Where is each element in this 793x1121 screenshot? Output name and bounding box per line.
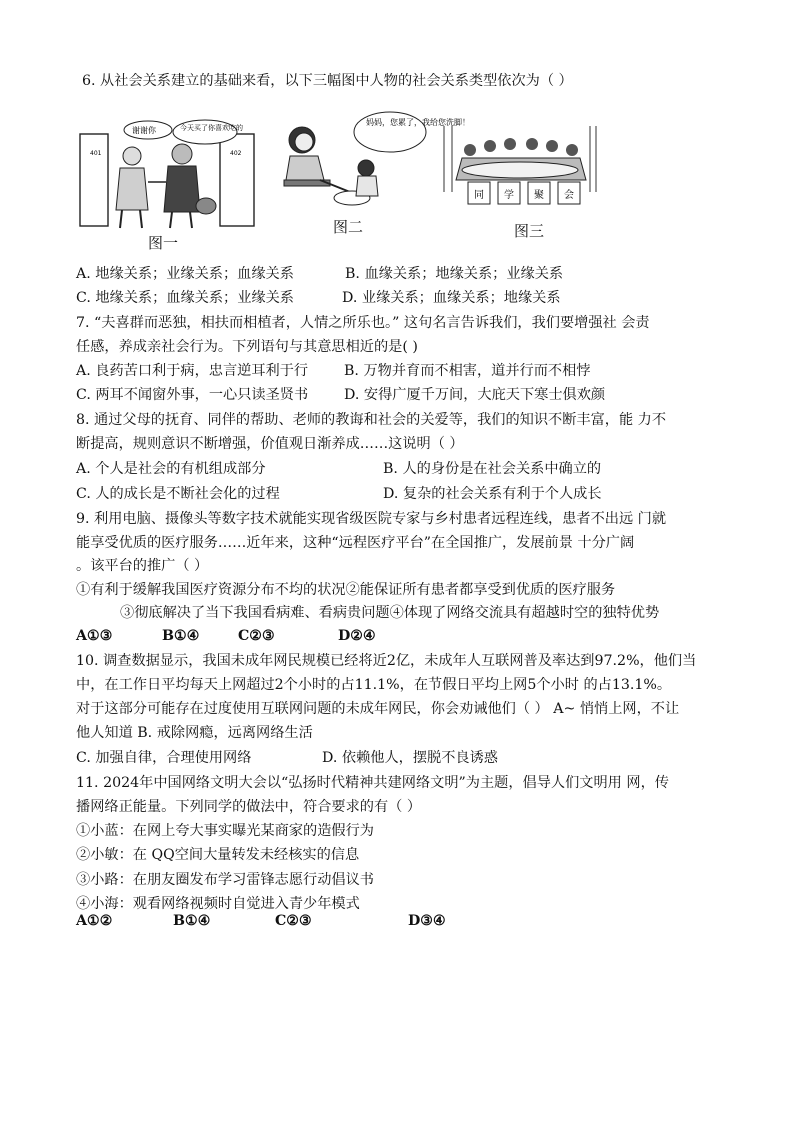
q6-option-a: A. 地缘关系；业缘关系；血缘关系 [76,266,294,282]
figure-1-illustration [70,120,260,232]
q10-stem-line-3: 对于这部分可能存在过度使用互联网问题的未成年网民，你会劝诫他们（ ） A~ 悄悄上网，不让 [76,701,680,717]
q8-option-c: C. 人的成长是不断社会化的过程 [76,486,280,502]
q9-option-c: C②③ [238,628,275,644]
figure-3-caption: 图三 [514,222,545,240]
q9-option-d: D②④ [338,628,376,644]
q6-option-c: C. 地缘关系；血缘关系；业缘关系 [76,290,294,306]
q9-stem-line-2: 能享受优质的医疗服务……近年来，这种“远程医疗平台”在全国推广，发展前景 十分广阔 [76,535,635,551]
q11-option-b: B①④ [173,913,211,929]
q9-stem-line-3: 。该平台的推广（ ） [76,558,209,574]
fig3-banner-2: 学 [504,190,514,201]
q8-stem-line-1: 8. 通过父母的抚育、同伴的帮助、老师的教诲和社会的关爱等，我们的知识不断丰富，能 力不 [76,412,667,428]
figure-2-illustration [280,110,470,210]
q7-stem-line-1: 7. “夫喜群而恶独，相扶而相植者，人情之所乐也。” 这句名言告诉我们，我们要增强社 会责 [76,315,650,331]
q10-stem-line-1: 10. 调查数据显示，我国未成年网民规模已经将近2亿，未成年人互联网普及率达到97.2%，他们当 [76,653,697,669]
q8-option-b: B. 人的身份是在社会关系中确立的 [383,461,602,477]
fig2-bubble: 妈妈，您累了，我给您洗脚！ [366,118,470,127]
figure-1-caption: 图一 [148,234,179,252]
fig3-banner-1: 同 [474,190,484,201]
q10-stem-line-4: 他人知道 B. 戒除网瘾，远离网络生活 [76,725,313,741]
q7-option-b: B. 万物并育而不相害，道并行而不相悖 [344,363,591,379]
q11-option-a: A①② [76,913,113,929]
fig1-bubble-left: 谢谢你 [132,126,156,135]
q7-option-d: D. 安得广厦千万间，大庇天下寒士俱欢颜 [344,387,606,403]
q10-stem-line-2: 中，在工作日平均每天上网超过2个小时的占11.1%，在节假日平均上网5个小时 的占13.1%。 [76,677,672,693]
fig3-banner-4: 会 [564,190,574,201]
q7-option-c: C. 两耳不闻窗外事，一心只读圣贤书 [76,387,309,403]
q11-item-3: ③小路：在朋友圈发布学习雷锋志愿行动倡议书 [76,872,374,888]
q9-statements-line-1: ①有利于缓解我国医疗资源分布不均的状况②能保证所有患者都享受到优质的医疗服务 [76,582,616,598]
fig3-banner-3: 聚 [534,190,544,201]
q9-stem-line-1: 9. 利用电脑、摄像头等数字技术就能实现省级医院专家与乡村患者远程连线，患者不出远 门就 [76,511,667,527]
q6-option-b: B. 血缘关系；地缘关系；业缘关系 [345,266,564,282]
figure-2-caption: 图二 [333,218,364,236]
q11-stem-line-2: 播网络正能量。下列同学的做法中，符合要求的有（ ） [76,799,422,815]
q10-option-d: D. 依赖他人，摆脱不良诱惑 [322,750,498,766]
q7-option-a: A. 良药苦口利于病，忠言逆耳利于行 [76,363,309,379]
door-left-number: 401 [90,150,102,157]
q6-option-d: D. 业缘关系；血缘关系；地缘关系 [342,290,561,306]
q11-option-c: C②③ [275,913,312,929]
q6-stem: 6. 从社会关系建立的基础来看，以下三幅图中人物的社会关系类型依次为（ ） [82,73,573,89]
q11-stem-line-1: 11. 2024年中国网络文明大会以“弘扬时代精神共建网络文明”为主题，倡导人们文明用 网，传 [76,775,669,791]
q8-option-d: D. 复杂的社会关系有利于个人成长 [383,486,602,502]
q7-stem-line-2: 任感，养成亲社会行为。下列语句与其意思相近的是( ) [76,339,418,355]
figure-3-illustration [440,122,600,212]
q11-option-d: D③④ [408,913,446,929]
door-right-number: 402 [230,150,242,157]
q8-stem-line-2: 断提高，规则意识不断增强，价值观日渐养成……这说明（ ） [76,436,464,452]
q9-option-a: A①③ [76,628,113,644]
q10-option-c: C. 加强自律，合理使用网络 [76,750,252,766]
fig1-bubble-right: 今天买了你喜欢吃的 [180,124,243,132]
q11-item-2: ②小敏：在 QQ空间大量转发未经核实的信息 [76,847,360,863]
q11-item-1: ①小蓝：在网上夸大事实曝光某商家的造假行为 [76,823,374,839]
q9-option-b: B①④ [162,628,200,644]
q9-statements-line-2: ③彻底解决了当下我国看病难、看病贵问题④体现了网络交流具有超越时空的独特优势 [120,605,660,621]
q11-item-4: ④小海：观看网络视频时自觉进入青少年模式 [76,896,360,912]
q8-option-a: A. 个人是社会的有机组成部分 [76,461,266,477]
